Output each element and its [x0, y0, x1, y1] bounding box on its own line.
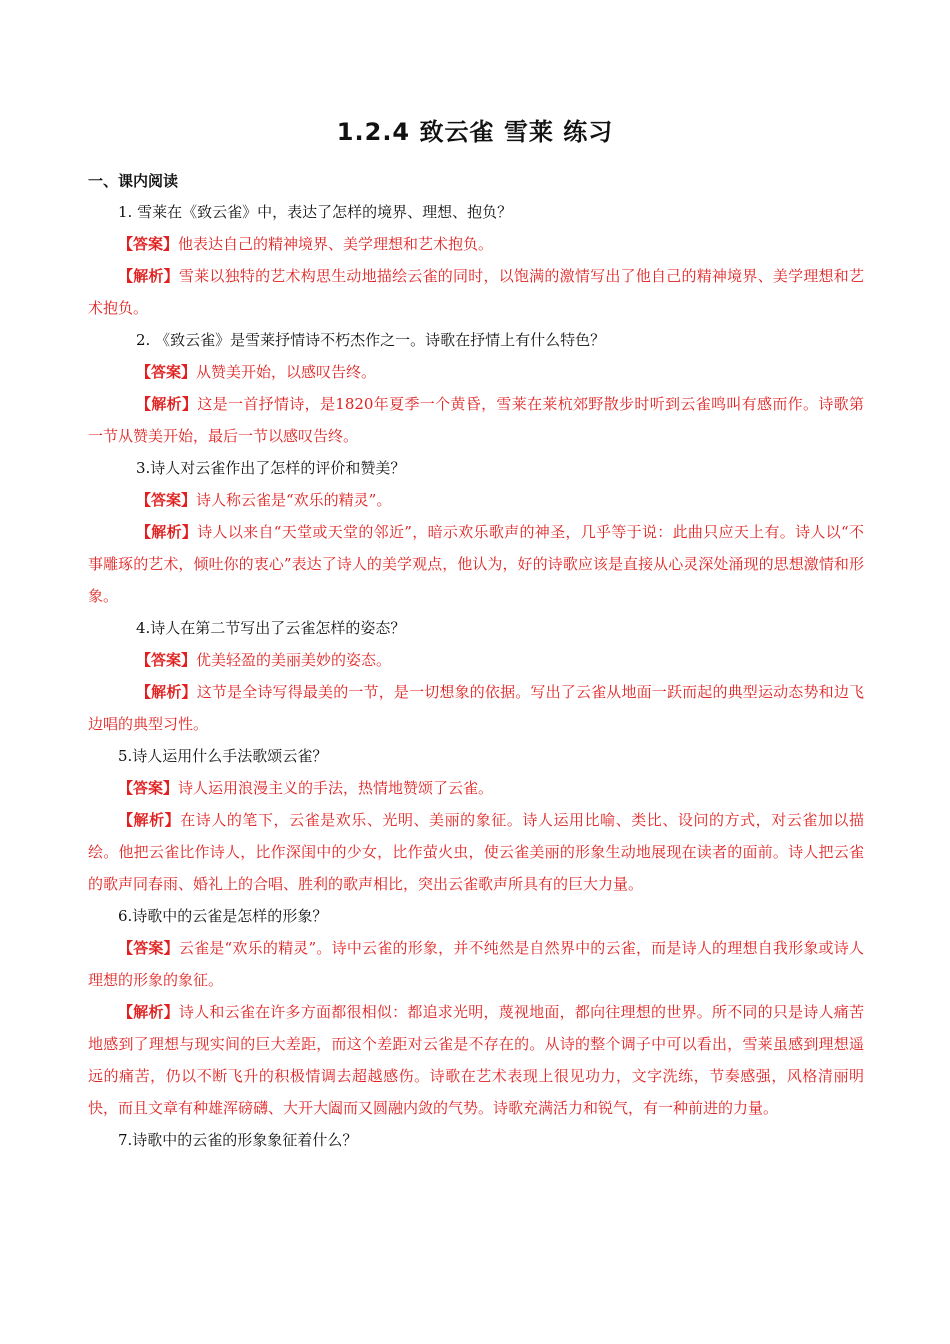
explanation-tag: 【解析】: [118, 811, 181, 829]
explanation-tag: 【解析】: [136, 683, 197, 701]
explanation-text: 诗人以来自“天堂或天堂的邻近”，暗示欢乐歌声的神圣，几乎等于说：此曲只应天上有。诗人以“不事雕琢的艺术，倾吐你的衷心”表达了诗人的美学观点，他认为，好的诗歌应该是直接从心灵深处涌现的思想激情和形象。: [88, 523, 864, 605]
explanation-text: 雪莱以独特的艺术构思生动地描绘云雀的同时，以饱满的激情写出了他自己的精神境界、美学理想和艺术抱负。: [88, 267, 864, 317]
explanation-6: [88, 996, 864, 1124]
answer-tag: 【答案】: [118, 235, 179, 253]
answer-3: [88, 484, 864, 516]
question-6: 6.诗歌中的云雀是怎样的形象？: [118, 907, 328, 925]
answer-2: [88, 356, 864, 388]
explanation-text: 这是一首抒情诗，是1820年夏季一个黄昏，雪莱在莱杭郊野散步时听到云雀鸣叫有感而作。诗歌第一节从赞美开始，最后一节以感叹告终。: [88, 395, 864, 445]
explanation-tag: 【解析】: [136, 395, 198, 413]
explanation-text: 诗人和云雀在许多方面都很相似：都追求光明，蔑视地面，都向往理想的世界。所不同的只是诗人痛苦地感到了理想与现实间的巨大差距，而这个差距对云雀是不存在的。从诗的整个调子中可以看出，雪莱虽感到理想遥远的痛苦，仍以不断飞升的积极情调去超越感伤。诗歌在艺术表现上很见功力，文字洗练，节奏感强，风格清丽明快，而且文章有种雄浑磅礴、大开大阖而又圆融内敛的气势。诗歌充满活力和锐气，有一种前进的力量。: [88, 1003, 864, 1117]
answer-tag: 【答案】: [118, 779, 179, 797]
answer-tag: 【答案】: [136, 651, 197, 669]
question-4: 4.诗人在第二节写出了云雀怎样的姿态？: [136, 619, 406, 637]
answer-tag: 【答案】: [136, 491, 197, 509]
explanation-4: [88, 676, 864, 740]
page-title: 1.2.4 致云雀 雪莱 练习: [336, 118, 614, 146]
answer-5: [88, 772, 864, 804]
answer-tag: 【答案】: [118, 939, 179, 957]
question-2: 2. 《致云雀》是雪莱抒情诗不朽杰作之一。诗歌在抒情上有什么特色？: [136, 331, 606, 349]
answer-4: [88, 644, 864, 676]
explanation-text: 这节是全诗写得最美的一节，是一切想象的依据。写出了云雀从地面一跃而起的典型运动态势和边飞边唱的典型习性。: [88, 683, 864, 733]
explanation-tag: 【解析】: [118, 1003, 179, 1021]
explanation-tag: 【解析】: [118, 267, 179, 285]
answer-6: [88, 932, 864, 996]
explanation-1: [88, 260, 864, 324]
explanation-text: 在诗人的笔下，云雀是欢乐、光明、美丽的象征。诗人运用比喻、类比、设问的方式，对云雀加以描绘。他把云雀比作诗人，比作深闺中的少女，比作萤火虫，使云雀美丽的形象生动地展现在读者的面前。诗人把云雀的歌声同春雨、婚礼上的合唱、胜利的歌声相比，突出云雀歌声所具有的巨大力量。: [88, 811, 864, 893]
answer-text: 他表达自己的精神境界、美学理想和艺术抱负。: [178, 235, 494, 253]
exercise-list: [88, 196, 864, 1156]
explanation-3: [88, 516, 864, 612]
section-heading: 一、课内阅读: [88, 172, 179, 190]
question-3: 3.诗人对云雀作出了怎样的评价和赞美？: [136, 459, 406, 477]
answer-1: [88, 228, 864, 260]
question-5: 5.诗人运用什么手法歌颂云雀？: [118, 747, 328, 765]
explanation-tag: 【解析】: [136, 523, 198, 541]
answer-text: 优美轻盈的美丽美妙的姿态。: [196, 651, 392, 669]
question-1: 1. 雪莱在《致云雀》中，表达了怎样的境界、理想、抱负？: [118, 203, 513, 221]
explanation-5: [88, 804, 864, 900]
answer-text: 云雀是“欢乐的精灵”。诗中云雀的形象，并不纯然是自然界中的云雀，而是诗人的理想自我形象或诗人理想的形象的象征。: [88, 939, 864, 989]
question-7: 7.诗歌中的云雀的形象象征着什么？: [118, 1131, 358, 1149]
answer-tag: 【答案】: [136, 363, 197, 381]
answer-text: 诗人运用浪漫主义的手法，热情地赞颂了云雀。: [178, 779, 494, 797]
answer-text: 从赞美开始，以感叹告终。: [196, 363, 377, 381]
explanation-2: [88, 388, 864, 452]
answer-text: 诗人称云雀是“欢乐的精灵”。: [196, 491, 392, 509]
